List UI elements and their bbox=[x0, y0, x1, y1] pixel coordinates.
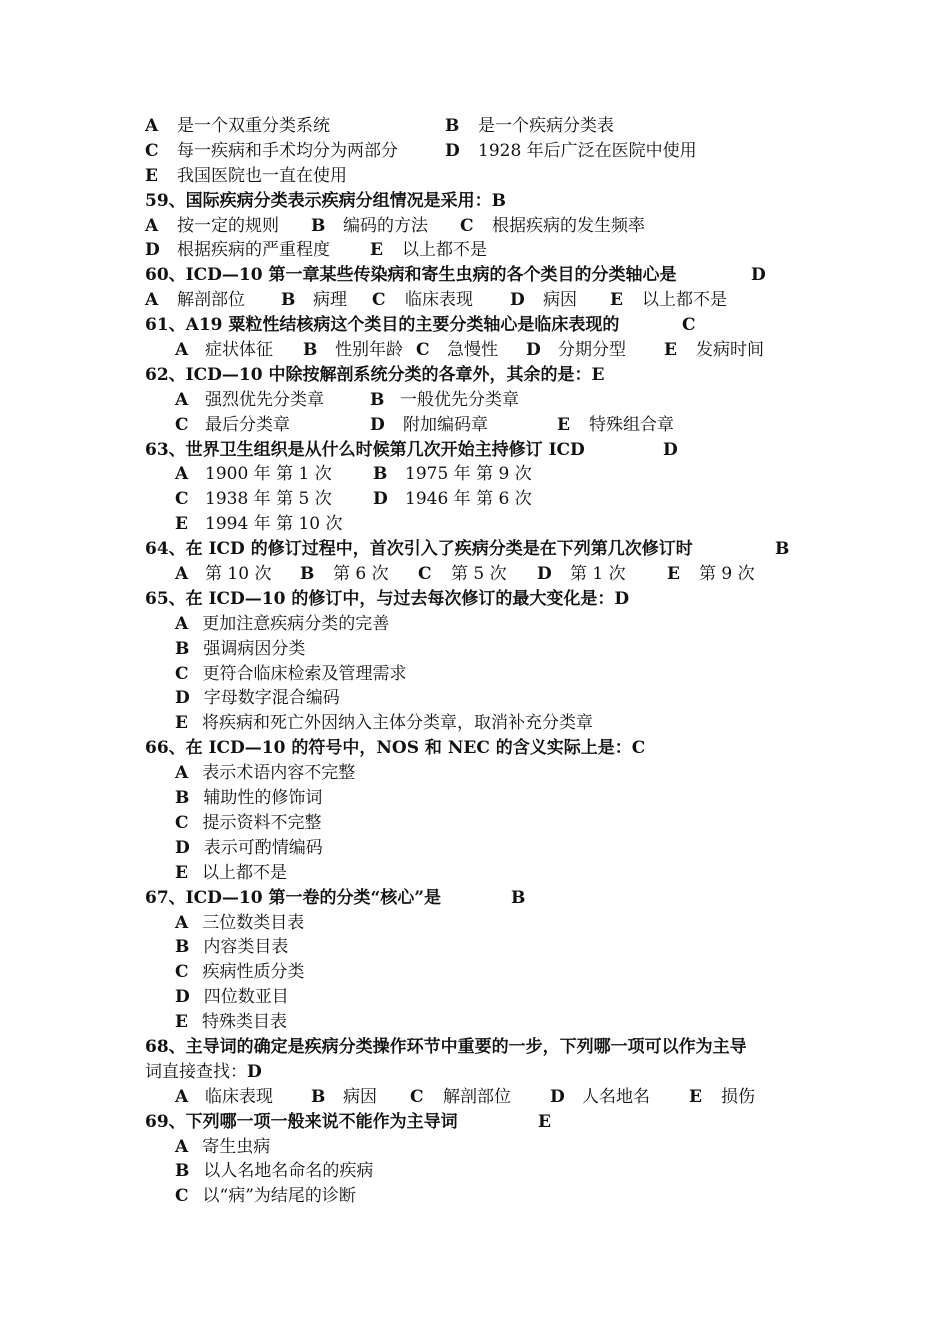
option-letter: E bbox=[664, 340, 677, 361]
option-line bbox=[145, 960, 835, 985]
option-text: 解剖部位 bbox=[177, 290, 245, 311]
option-letter: B bbox=[175, 937, 190, 958]
document-page bbox=[145, 114, 835, 1209]
question-line bbox=[145, 313, 835, 338]
option-line bbox=[145, 562, 835, 587]
option-letter: A bbox=[175, 613, 189, 634]
option-text: 寄生虫病 bbox=[202, 1136, 271, 1157]
option-text: 临床表现 bbox=[205, 1086, 273, 1107]
question-text: 59、国际疾病分类表示疾病分组情况是采用： bbox=[145, 190, 492, 211]
option-text: 1975 年 第 9 次 bbox=[405, 464, 532, 485]
option-line bbox=[145, 164, 835, 189]
option-letter: D bbox=[175, 987, 190, 1008]
option-text: 1938 年 第 5 次 bbox=[205, 489, 332, 510]
option-text: 特殊类目表 bbox=[201, 1012, 287, 1033]
option-letter: A bbox=[175, 1136, 189, 1157]
option-letter: D bbox=[510, 290, 525, 311]
option-text: 辅助性的修饰词 bbox=[203, 788, 323, 809]
option-letter: C bbox=[175, 1186, 189, 1207]
option-line bbox=[145, 512, 835, 537]
option-line bbox=[145, 662, 835, 687]
option-text: 最后分类章 bbox=[205, 414, 290, 435]
option-letter: E bbox=[175, 713, 188, 734]
question-text: 64、在 ICD 的修订过程中，首次引入了疾病分类是在下列第几次修订时 bbox=[145, 539, 693, 560]
option-letter: D bbox=[537, 564, 552, 585]
option-letter: B bbox=[175, 638, 190, 659]
option-text: 解剖部位 bbox=[443, 1086, 511, 1107]
option-letter: D bbox=[175, 837, 190, 858]
question-line bbox=[145, 263, 835, 288]
question-line bbox=[145, 1035, 835, 1060]
option-text: 更符合临床检索及管理需求 bbox=[202, 663, 407, 684]
option-letter: A bbox=[145, 116, 159, 136]
option-text: 每一疾病和手术均分为两部分 bbox=[177, 140, 398, 161]
option-letter: C bbox=[372, 290, 386, 311]
option-text: 字母数字混合编码 bbox=[203, 688, 340, 709]
option-letter: A bbox=[175, 1086, 189, 1107]
option-text: 特殊组合章 bbox=[589, 414, 674, 435]
option-text: 人名地名 bbox=[582, 1086, 650, 1107]
option-text: 更加注意疾病分类的完善 bbox=[202, 613, 390, 634]
question-line bbox=[145, 438, 835, 463]
option-line bbox=[145, 786, 835, 811]
option-letter: A bbox=[145, 290, 159, 311]
option-line bbox=[145, 413, 835, 438]
option-line bbox=[145, 238, 835, 263]
question-text: 65、在 ICD—10 的修订中，与过去每次修订的最大变化是： bbox=[145, 588, 615, 609]
option-text: 分期分型 bbox=[558, 340, 626, 361]
option-line bbox=[145, 338, 835, 363]
option-text: 强调病因分类 bbox=[203, 638, 306, 659]
option-line bbox=[145, 836, 835, 861]
option-line bbox=[145, 686, 835, 711]
option-letter: A bbox=[175, 564, 189, 585]
option-text: 1994 年 第 10 次 bbox=[205, 514, 343, 535]
option-line bbox=[145, 711, 835, 736]
question-text: 61、A19 粟粒性结核病这个类目的主要分类轴心是临床表现的 bbox=[145, 315, 620, 336]
option-text: 临床表现 bbox=[405, 290, 473, 311]
option-text: 病理 bbox=[313, 290, 347, 311]
option-text: 疾病性质分类 bbox=[202, 962, 305, 983]
option-letter: D bbox=[526, 340, 541, 361]
option-line bbox=[145, 1135, 835, 1160]
question-text-continued: 词直接查找： bbox=[145, 1061, 247, 1082]
answer-letter: E bbox=[538, 1111, 551, 1132]
answer-letter: D bbox=[663, 439, 678, 460]
option-line bbox=[145, 288, 835, 313]
option-line bbox=[145, 935, 835, 960]
option-text: 强烈优先分类章 bbox=[205, 389, 324, 410]
option-line bbox=[145, 761, 835, 786]
option-letter: C bbox=[418, 564, 432, 585]
option-letter: E bbox=[175, 514, 188, 535]
option-letter: B bbox=[445, 116, 460, 136]
option-letter: C bbox=[175, 812, 189, 833]
option-text: 四位数亚目 bbox=[203, 987, 289, 1008]
option-text: 第 10 次 bbox=[205, 564, 272, 585]
option-letter: A bbox=[175, 389, 189, 410]
option-text: 以上都不是 bbox=[201, 862, 287, 883]
option-text: 第 1 次 bbox=[570, 564, 626, 585]
option-letter: B bbox=[175, 1161, 190, 1182]
answer-letter: B bbox=[511, 887, 526, 908]
question-line bbox=[145, 189, 835, 214]
question-line-continued bbox=[145, 1060, 835, 1085]
option-letter: D bbox=[145, 240, 160, 261]
option-letter: C bbox=[410, 1086, 424, 1107]
option-letter: D bbox=[175, 688, 190, 709]
question-text: 62、ICD—10 中除按解剖系统分类的各章外，其余的是： bbox=[145, 364, 592, 385]
question-text: 60、ICD—10 第一章某些传染病和寄生虫病的各个类目的分类轴心是 bbox=[145, 265, 677, 286]
option-line bbox=[145, 1010, 835, 1035]
option-text: 病因 bbox=[343, 1086, 377, 1107]
question-line bbox=[145, 363, 835, 388]
option-text: 1928 年后广泛在医院中使用 bbox=[478, 140, 697, 161]
option-line bbox=[145, 911, 835, 936]
option-letter: D bbox=[373, 489, 388, 510]
option-letter: E bbox=[370, 240, 383, 261]
option-text: 第 5 次 bbox=[451, 564, 507, 585]
option-text: 三位数类目表 bbox=[202, 912, 305, 933]
option-text: 表示可酌情编码 bbox=[203, 837, 323, 858]
option-line bbox=[145, 139, 835, 164]
option-line bbox=[145, 214, 835, 239]
option-letter: C bbox=[175, 962, 189, 983]
option-letter: A bbox=[145, 215, 159, 236]
option-letter: E bbox=[175, 1012, 188, 1033]
option-letter: A bbox=[175, 912, 189, 933]
answer-letter: B bbox=[775, 539, 790, 560]
question-line bbox=[145, 587, 835, 612]
option-text: 急慢性 bbox=[447, 340, 498, 361]
question-text: 66、在 ICD—10 的符号中，NOS 和 NEC 的含义实际上是： bbox=[145, 738, 632, 759]
option-text: 第 6 次 bbox=[333, 564, 389, 585]
option-letter: C bbox=[460, 215, 474, 236]
question-line bbox=[145, 736, 835, 761]
option-letter: A bbox=[175, 340, 189, 361]
option-line bbox=[145, 1184, 835, 1209]
option-letter: B bbox=[300, 564, 315, 585]
option-line bbox=[145, 1159, 835, 1184]
option-letter: E bbox=[557, 414, 570, 435]
question-line bbox=[145, 537, 835, 562]
option-letter: B bbox=[311, 215, 326, 236]
option-text: 性别年龄 bbox=[335, 340, 403, 361]
option-letter: C bbox=[175, 414, 189, 435]
option-letter: A bbox=[175, 763, 189, 784]
option-text: 提示资料不完整 bbox=[202, 812, 322, 833]
option-letter: E bbox=[175, 862, 188, 883]
question-text: 67、ICD—10 第一卷的分类“核心”是 bbox=[145, 887, 442, 908]
answer-letter: C bbox=[631, 738, 646, 759]
answer-letter: D bbox=[247, 1061, 262, 1082]
option-text: 表示术语内容不完整 bbox=[202, 763, 356, 784]
option-text: 内容类目表 bbox=[203, 937, 289, 958]
option-text: 第 9 次 bbox=[699, 564, 755, 585]
answer-letter: C bbox=[682, 315, 696, 336]
option-letter: A bbox=[175, 464, 189, 485]
option-text: 以人名地名命名的疾病 bbox=[203, 1161, 374, 1182]
option-line bbox=[145, 114, 835, 139]
option-text: 以“病”为结尾的诊断 bbox=[202, 1186, 356, 1207]
option-letter: B bbox=[311, 1086, 326, 1107]
option-text: 以上都不是 bbox=[402, 240, 487, 261]
option-letter: B bbox=[370, 389, 385, 410]
option-line bbox=[145, 612, 835, 637]
option-letter: B bbox=[373, 464, 388, 485]
option-letter: B bbox=[175, 788, 190, 809]
option-letter: E bbox=[689, 1086, 702, 1107]
option-text: 1900 年 第 1 次 bbox=[205, 464, 332, 485]
option-letter: C bbox=[145, 140, 159, 161]
option-text: 编码的方法 bbox=[343, 215, 428, 236]
option-letter: C bbox=[175, 663, 189, 684]
question-line bbox=[145, 886, 835, 911]
option-text: 损伤 bbox=[721, 1086, 755, 1107]
answer-letter: D bbox=[614, 588, 630, 609]
question-text: 68、主导词的确定是疾病分类操作环节中重要的一步，下列哪一项可以作为主导 bbox=[145, 1036, 747, 1057]
option-text: 是一个双重分类系统 bbox=[177, 116, 330, 136]
option-text: 以上都不是 bbox=[642, 290, 727, 311]
option-line bbox=[145, 985, 835, 1010]
option-text: 根据疾病的发生频率 bbox=[492, 215, 645, 236]
option-letter: C bbox=[416, 340, 430, 361]
answer-letter: D bbox=[751, 265, 766, 286]
question-text: 63、世界卫生组织是从什么时候第几次开始主持修订 ICD bbox=[145, 439, 585, 460]
answer-letter: B bbox=[491, 190, 507, 211]
option-letter: D bbox=[445, 140, 460, 161]
question-text: 69、下列哪一项一般来说不能作为主导词 bbox=[145, 1111, 458, 1132]
option-letter: D bbox=[550, 1086, 565, 1107]
option-line bbox=[145, 388, 835, 413]
answer-letter: E bbox=[591, 364, 605, 385]
option-line bbox=[145, 487, 835, 512]
option-line bbox=[145, 811, 835, 836]
option-line bbox=[145, 1085, 835, 1110]
option-letter: E bbox=[610, 290, 623, 311]
option-letter: B bbox=[303, 340, 318, 361]
option-text: 一般优先分类章 bbox=[400, 389, 519, 410]
option-text: 根据疾病的严重程度 bbox=[177, 240, 330, 261]
option-text: 发病时间 bbox=[696, 340, 764, 361]
question-line bbox=[145, 1110, 835, 1135]
option-letter: E bbox=[667, 564, 680, 585]
option-text: 按一定的规则 bbox=[177, 215, 279, 236]
option-letter: B bbox=[281, 290, 296, 311]
option-line bbox=[145, 637, 835, 662]
option-line bbox=[145, 861, 835, 886]
option-line bbox=[145, 462, 835, 487]
option-text: 附加编码章 bbox=[403, 414, 488, 435]
option-text: 将疾病和死亡外因纳入主体分类章，取消补充分类章 bbox=[201, 713, 593, 734]
option-text: 是一个疾病分类表 bbox=[478, 116, 614, 136]
option-text: 病因 bbox=[543, 290, 577, 311]
option-text: 我国医院也一直在使用 bbox=[177, 165, 347, 186]
option-text: 1946 年 第 6 次 bbox=[405, 489, 532, 510]
option-text: 症状体征 bbox=[205, 340, 273, 361]
option-letter: D bbox=[370, 414, 385, 435]
option-letter: C bbox=[175, 489, 189, 510]
option-letter: E bbox=[145, 165, 158, 186]
